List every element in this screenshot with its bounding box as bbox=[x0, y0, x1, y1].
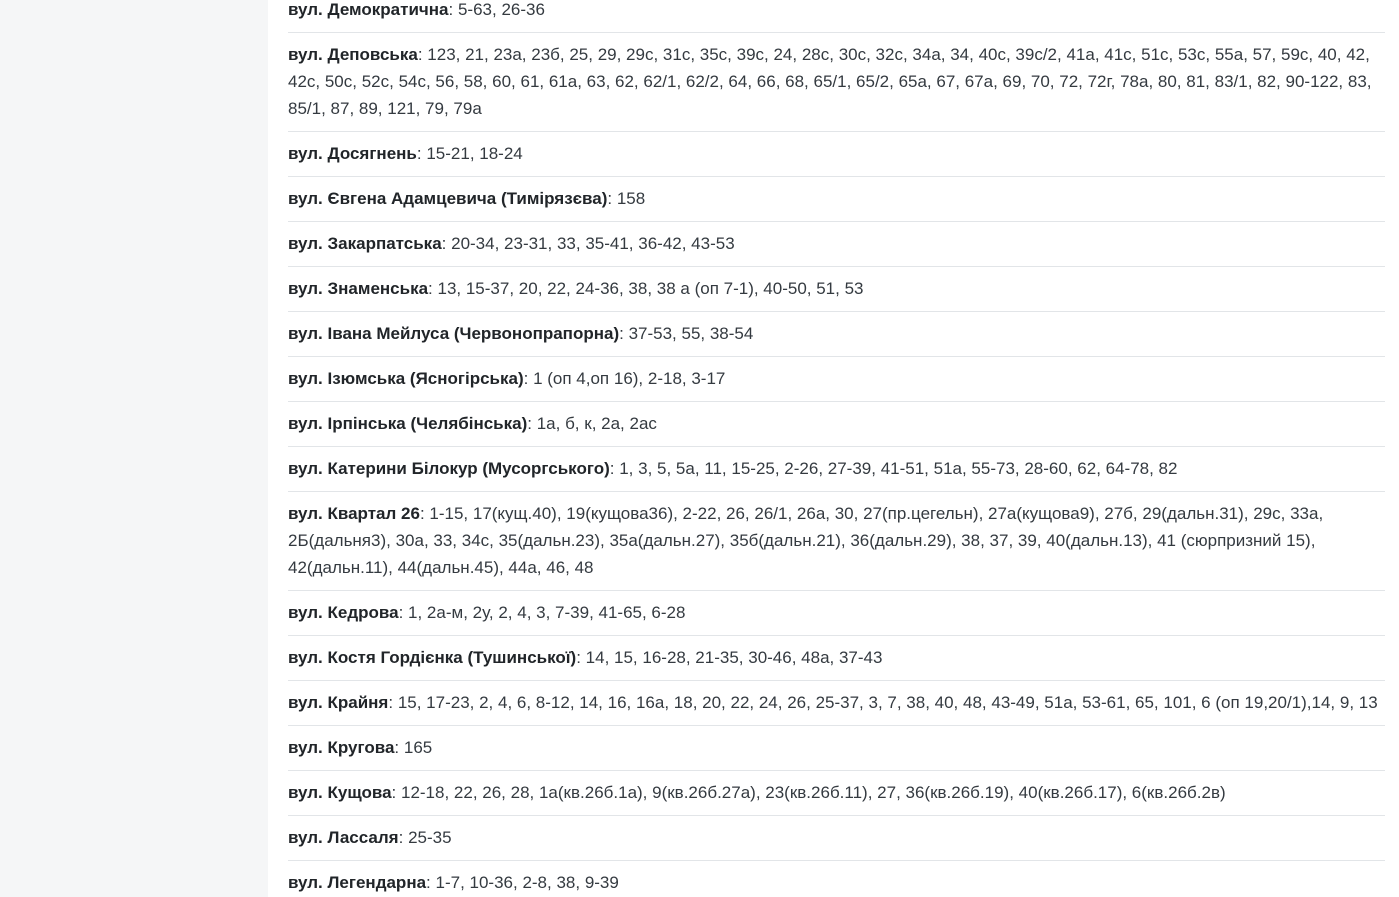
street-name-separator: : bbox=[609, 459, 620, 478]
street-name: вул. Легендарна bbox=[288, 873, 427, 892]
street-numbers: 165 bbox=[403, 738, 433, 757]
sidebar-panel bbox=[0, 0, 268, 897]
street-numbers: 123, 21, 23а, 23б, 25, 29, 29с, 31с, 35с, 39с, 24, 28с, 30с, 32с, 34а, 34, 40с, 39с/2, 41а, 41с, 51с, 53с, 55а, 57, 59с, 40, 42, 42с, 50с, 52с, 54с, 56, 58, 60, 61, 61а, 63, 62, 62/1, 62/2, 64, 66, 68, 65/1, 65/2, 65а, 67, 67а, 69, 70, 72, 72г, 78а, 80, 81, 83/1, 82, 90-122, 83, 85/1, 87, 89, 121, 79, 79а bbox=[288, 45, 1372, 118]
street-name-separator: : bbox=[607, 189, 617, 208]
street-row bbox=[288, 357, 1385, 402]
street-name-separator: : bbox=[391, 783, 401, 802]
street-name: вул. Кедрова bbox=[288, 603, 399, 622]
street-name: вул. Костя Гордієнка (Тушинської) bbox=[288, 648, 577, 667]
street-row bbox=[288, 0, 1385, 33]
street-name: вул. Ірпінська (Челябінська) bbox=[288, 414, 528, 433]
street-name-separator: : bbox=[419, 504, 430, 523]
street-numbers: 37-53, 55, 38-54 bbox=[628, 324, 754, 343]
street-name-separator: : bbox=[448, 0, 458, 19]
street-numbers: 12-18, 22, 26, 28, 1а(кв.26б.1а), 9(кв.26б.27а), 23(кв.26б.11), 27, 36(кв.26б.19), 40(кв.26б.17), 6(кв.26б.2в) bbox=[400, 783, 1226, 802]
street-name: вул. Крайня bbox=[288, 693, 389, 712]
street-name-separator: : bbox=[416, 144, 427, 163]
street-name: вул. Закарпатська bbox=[288, 234, 442, 253]
street-name-separator: : bbox=[417, 45, 428, 64]
street-name-separator: : bbox=[388, 693, 398, 712]
street-row bbox=[288, 312, 1385, 357]
street-numbers: 15, 17-23, 2, 4, 6, 8-12, 14, 16, 16а, 18, 20, 22, 24, 26, 25-37, 3, 7, 38, 40, 48, 43-49, 51а, 53-61, 65, 101, 6 (оп 19,20/1),14, 9, 13 bbox=[397, 693, 1378, 712]
street-name-separator: : bbox=[398, 603, 409, 622]
street-name-separator: : bbox=[527, 414, 537, 433]
street-row bbox=[288, 681, 1385, 726]
street-row bbox=[288, 816, 1385, 861]
street-name-separator: : bbox=[576, 648, 586, 667]
street-numbers: 158 bbox=[616, 189, 646, 208]
street-numbers: 5-63, 26-36 bbox=[457, 0, 545, 19]
street-row bbox=[288, 636, 1385, 681]
street-row bbox=[288, 861, 1385, 897]
street-name: вул. Досягнень bbox=[288, 144, 417, 163]
street-numbers: 1а, б, к, 2а, 2ас bbox=[536, 414, 657, 433]
street-name: вул. Катерини Білокур (Мусоргського) bbox=[288, 459, 610, 478]
street-name-separator: : bbox=[428, 279, 438, 298]
street-name: вул. Івана Мейлуса (Червонопрапорна) bbox=[288, 324, 620, 343]
street-name: вул. Кущова bbox=[288, 783, 392, 802]
street-list bbox=[288, 0, 1385, 897]
street-numbers: 1, 2а-м, 2у, 2, 4, 3, 7-39, 41-65, 6-28 bbox=[408, 603, 686, 622]
street-name-separator: : bbox=[398, 828, 409, 847]
street-row bbox=[288, 492, 1385, 591]
street-numbers: 15-21, 18-24 bbox=[426, 144, 523, 163]
street-row bbox=[288, 33, 1385, 132]
street-numbers: 20-34, 23-31, 33, 35-41, 36-42, 43-53 bbox=[451, 234, 735, 253]
street-numbers: 13, 15-37, 20, 22, 24-36, 38, 38 а (оп 7-1), 40-50, 51, 53 bbox=[437, 279, 864, 298]
street-numbers: 1 (оп 4,оп 16), 2-18, 3-17 bbox=[533, 369, 726, 388]
content-area bbox=[268, 0, 1399, 897]
street-row bbox=[288, 771, 1385, 816]
street-name-separator: : bbox=[426, 873, 436, 892]
street-name-separator: : bbox=[394, 738, 404, 757]
street-row bbox=[288, 222, 1385, 267]
street-numbers: 25-35 bbox=[408, 828, 452, 847]
street-name: вул. Знаменська bbox=[288, 279, 429, 298]
street-numbers: 14, 15, 16-28, 21-35, 30-46, 48а, 37-43 bbox=[585, 648, 883, 667]
street-name: вул. Кругова bbox=[288, 738, 395, 757]
street-numbers: 1-15, 17(кущ.40), 19(кущова36), 2-22, 26, 26/1, 26а, 30, 27(пр.цегельн), 27а(кущова9), 27б, 29(дальн.31), 29с, 33а, 2Б(дальня3), 30а, 33, 34с, 35(дальн.23), 35а(дальн.27), 35б(дальн.21), 36(дальн.29), 38, 37, 39, 40(дальн.13), 41 (сюрпризний 15), 42(дальн.11), 44(дальн.45), 44а, 46, 48 bbox=[288, 504, 1324, 577]
street-row bbox=[288, 132, 1385, 177]
street-row bbox=[288, 177, 1385, 222]
street-name: вул. Лассаля bbox=[288, 828, 399, 847]
street-name-separator: : bbox=[441, 234, 452, 253]
street-numbers: 1, 3, 5, 5а, 11, 15-25, 2-26, 27-39, 41-51, 51а, 55-73, 28-60, 62, 64-78, 82 bbox=[619, 459, 1178, 478]
street-name: вул. Деповська bbox=[288, 45, 418, 64]
street-name: вул. Квартал 26 bbox=[288, 504, 420, 523]
street-row bbox=[288, 447, 1385, 492]
street-row bbox=[288, 267, 1385, 312]
street-row bbox=[288, 591, 1385, 636]
street-name: вул. Ізюмська (Ясногірська) bbox=[288, 369, 524, 388]
street-name-separator: : bbox=[523, 369, 534, 388]
street-name: вул. Демократична bbox=[288, 0, 449, 19]
street-name-separator: : bbox=[619, 324, 629, 343]
street-row bbox=[288, 726, 1385, 771]
street-name: вул. Євгена Адамцевича (Тимірязєва) bbox=[288, 189, 608, 208]
street-row bbox=[288, 402, 1385, 447]
street-numbers: 1-7, 10-36, 2-8, 38, 9-39 bbox=[435, 873, 619, 892]
